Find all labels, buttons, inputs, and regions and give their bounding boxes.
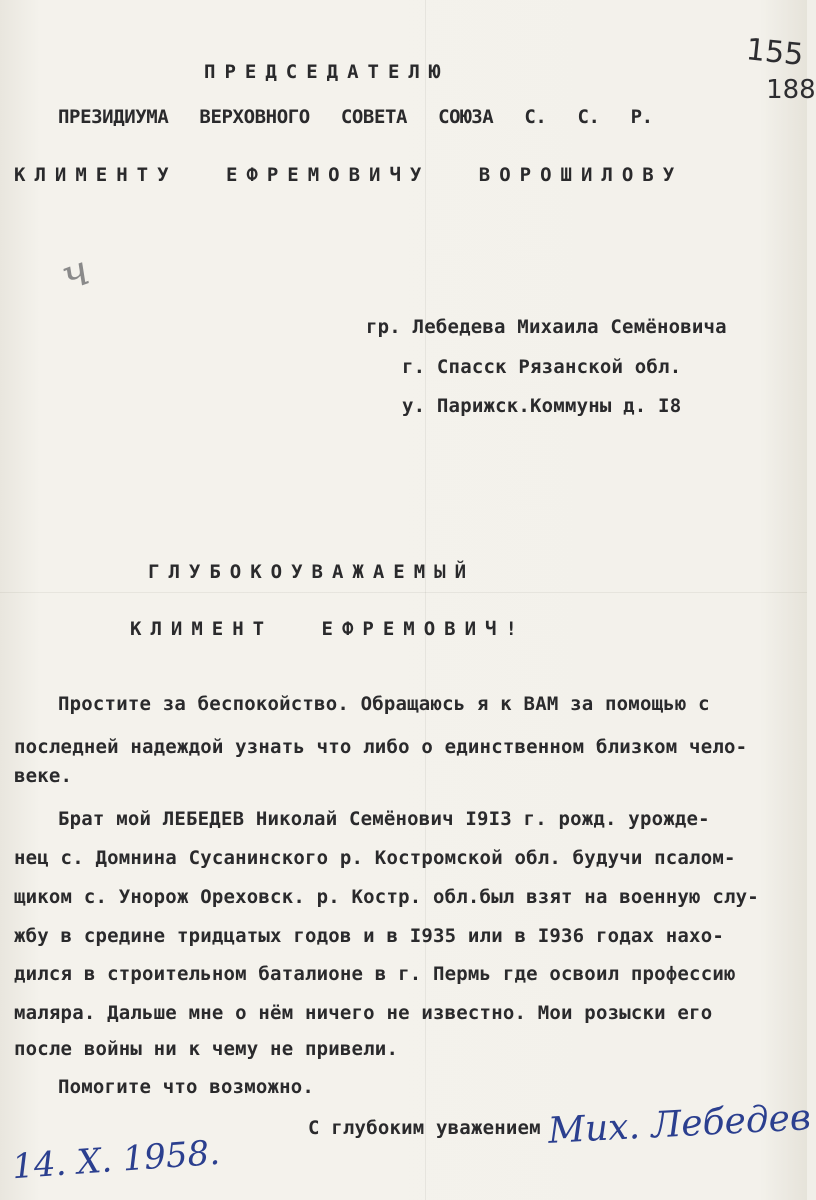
body-line: Помогите что возможно. bbox=[58, 1076, 315, 1098]
body-line: последней надеждой узнать что либо о единственном близком чело- bbox=[14, 736, 748, 758]
body-line: жбу в средине тридцатых годов и в I935 или в I936 годах нахо- bbox=[14, 925, 724, 947]
body-line: Брат мой ЛЕБЕДЕВ Николай Семёнович I9I3 г. рожд. урожде- bbox=[58, 808, 710, 830]
signature: Мих. Лебедев bbox=[547, 1097, 812, 1152]
addressee-line-1: ПРЕДСЕДАТЕЛЮ bbox=[204, 61, 450, 83]
body-line: Простите за беспокойство. Обращаюсь я к ВАМ за помощью с bbox=[58, 693, 710, 715]
archive-mark bbox=[733, 48, 816, 132]
sender-street: у. Парижск.Коммуны д. I8 bbox=[402, 395, 682, 417]
addressee-line-3: КЛИМЕНТУ ЕФРЕМОВИЧУ ВОРОШИЛОВУ bbox=[14, 164, 684, 186]
sender-city: г. Спасск Рязанской обл. bbox=[402, 356, 682, 378]
salutation-line-2: КЛИМЕНТ ЕФРЕМОВИЧ! bbox=[130, 618, 526, 640]
body-line: после войны ни к чему не привели. bbox=[14, 1038, 399, 1060]
date: 14. X. 1958. bbox=[10, 1132, 222, 1188]
body-line: дился в строительном баталионе в г. Пермь где освоил профессию bbox=[14, 963, 736, 985]
salutation-line-1: ГЛУБОКОУВАЖАЕМЫЙ bbox=[148, 561, 476, 583]
archive-mark-top: 155 bbox=[744, 32, 806, 73]
margin-note: ч bbox=[54, 245, 96, 300]
archive-mark-bottom: 188 bbox=[766, 75, 816, 105]
paper-fold bbox=[0, 592, 807, 593]
sender-name: гр. Лебедева Михаила Семёновича bbox=[366, 316, 727, 338]
addressee-line-2: ПРЕЗИДИУМА ВЕРХОВНОГО СОВЕТА СОЮЗА С. С. Р. bbox=[58, 106, 653, 128]
body-line: нец с. Домнина Сусанинского р. Костромской обл. будучи псалом- bbox=[14, 847, 736, 869]
closing: С глубоким уважением bbox=[308, 1117, 541, 1139]
body-line: щиком с. Унорож Ореховск. р. Костр. обл.был взят на военную слу- bbox=[14, 886, 759, 908]
body-line: маляра. Дальше мне о нём ничего не известно. Мои розыски его bbox=[14, 1002, 713, 1024]
body-line: веке. bbox=[14, 765, 73, 787]
